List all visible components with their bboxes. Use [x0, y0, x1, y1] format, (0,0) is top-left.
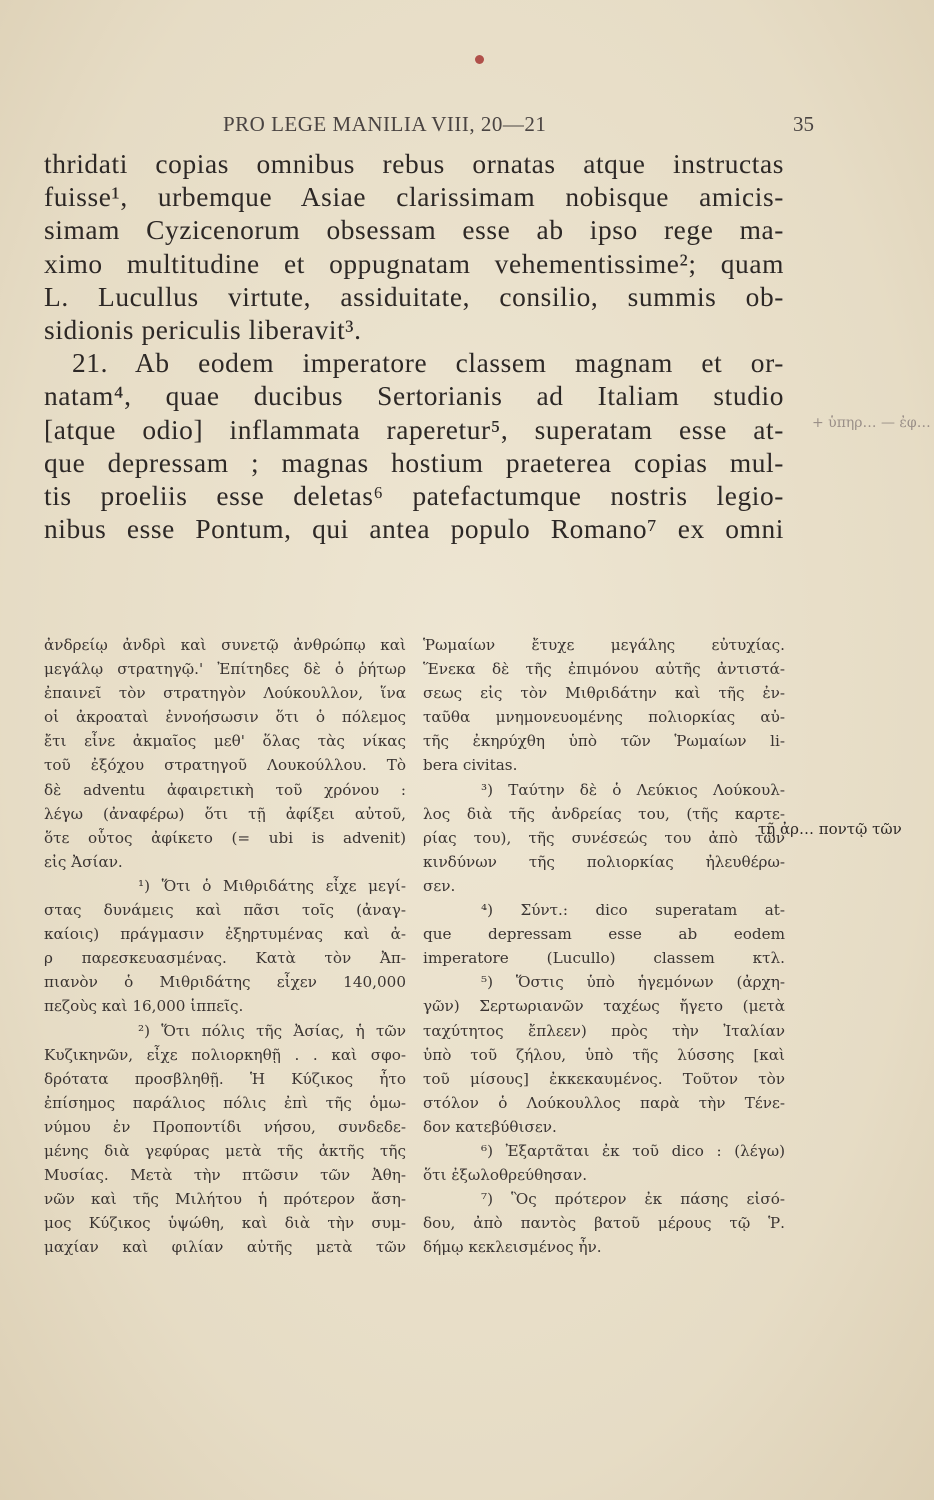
commentary-line: δήμῳ κεκλεισμένος ἦν.	[423, 1238, 602, 1257]
commentary-line: νῶν καὶ τῆς Μιλήτου ἡ πρότερον ἄση-	[44, 1190, 406, 1209]
commentary-line: ἐπαινεῖ τὸν στρατηγὸν Λούκουλλον, ἵνα	[44, 684, 406, 703]
commentary-left-column	[44, 633, 406, 1259]
commentary-line: μος Κύζικος ὑψώθη, καὶ διὰ τὴν συμ-	[44, 1214, 406, 1233]
text-line: nibus esse Pontum, qui antea populo Romano⁷ ex omni	[44, 514, 784, 545]
commentary-line: σεως εἰς τὸν Μιθριδάτην καὶ τῆς ἐν-	[423, 684, 785, 703]
commentary-line: μεγάλῳ στρατηγῷ.' Ἐπίτηδες δὲ ὁ ῥήτωρ	[44, 660, 406, 679]
commentary-line: σεν.	[423, 876, 456, 895]
text-line: thridati copias omnibus rebus ornatas atque instructas	[44, 149, 784, 179]
commentary-line: λος διὰ τῆς ἀνδρείας του, (τῆς καρτε-	[423, 804, 785, 823]
commentary-line: λέγω (ἀναφέρω) ὅτι τῇ ἀφίξει αὐτοῦ,	[44, 804, 406, 823]
ink-spot	[475, 55, 484, 64]
commentary-line: δρότατα προσβληθῇ. Ἡ Κύζικος ἦτο	[44, 1069, 406, 1088]
commentary-line: τῆς ἐκηρύχθη ὑπὸ τῶν Ῥωμαίων li-	[423, 732, 785, 751]
commentary-line: καίοις) πράγμασιν ἐξηρτυμένας καὶ ἀ-	[44, 925, 406, 944]
commentary-line: que depressam esse ab eodem	[423, 925, 785, 944]
commentary-line: ὑπὸ τοῦ ζήλου, ὑπὸ τῆς λύσσης [καὶ	[423, 1045, 785, 1064]
commentary-line: ὅτι ἐξωλοθρεύθησαν.	[423, 1166, 588, 1185]
footnote-line: ²) Ὅτι πόλις τῆς Ἀσίας, ἡ τῶν	[138, 1021, 406, 1040]
commentary-line: Μυσίας. Μετὰ τὴν πτῶσιν τῶν Ἀθη-	[44, 1166, 406, 1185]
commentary-line: μαχίαν καὶ φιλίαν αὐτῆς μετὰ τῶν	[44, 1238, 406, 1257]
commentary-line: πιανὸν ὁ Μιθριδάτης εἶχεν 140,000	[44, 973, 406, 992]
commentary-line: πεζοὺς καὶ 16,000 ἱππεῖς.	[44, 997, 244, 1016]
commentary-line: ἐπίσημος παράλιος πόλις ἐπὶ τῆς ὁμω-	[44, 1093, 406, 1112]
commentary-line: οἱ ἀκροαταὶ ἐννοήσωσιν ὅτι ὁ πόλεμος	[44, 708, 406, 727]
running-header	[40, 112, 814, 138]
text-line: ximo multitudine et oppugnatam vehementissime²; quam	[44, 248, 784, 279]
commentary-line: ἀνδρείῳ ἀνδρὶ καὶ συνετῷ ἀνθρώπῳ καὶ	[44, 636, 406, 654]
running-title: PRO LEGE MANILIA VIII, 20—21	[223, 112, 547, 136]
footnote-line: ¹) Ὅτι ὁ Μιθριδάτης εἶχε μεγί-	[138, 876, 406, 895]
footnote-line: ⁷) Ὃς πρότερον ἐκ πάσης εἰσό-	[481, 1190, 785, 1209]
commentary-line: ὅτε οὗτος ἀφίκετο (= ubi is advenit)	[44, 828, 406, 847]
commentary-line: στας δυνάμεις καὶ πᾶσι τοῖς (ἀναγ-	[44, 901, 406, 920]
commentary-line: ταῦθα μνημονευομένης πολιορκίας αὐ-	[423, 708, 785, 727]
commentary-line: τοῦ ἐξόχου στρατηγοῦ Λουκούλλου. Τὸ	[44, 756, 406, 775]
commentary-line: imperatore (Lucullo) classem κτλ.	[423, 949, 785, 968]
footnote-line: ³) Ταύτην δὲ ὁ Λεύκιος Λούκουλ-	[481, 780, 785, 799]
footnote-line: ⁴) Σύντ.: dico superatam at-	[481, 901, 785, 920]
text-line: que depressam ; magnas hostium praeterea copias mul-	[44, 447, 784, 478]
text-line: natam⁴, quae ducibus Sertorianis ad Italiam studio	[44, 381, 784, 412]
commentary-line: δον κατεβύθισεν.	[423, 1117, 557, 1136]
commentary-line: νύμου ἐν Προποντίδι νήσου, συνδεδε-	[44, 1117, 406, 1136]
commentary-line: Ῥωμαίων ἔτυχε μεγάλης εὐτυχίας.	[423, 636, 785, 654]
commentary-line: εἰς Ἀσίαν.	[44, 852, 123, 871]
text-line: tis proeliis esse deletas⁶ patefactumque nostris legio-	[44, 481, 784, 512]
commentary-line: κινδύνων τῆς πολιορκίας ἠλευθέρω-	[423, 852, 785, 871]
page-number: 35	[793, 112, 814, 136]
commentary-line: ἔτι εἶνε ἀκμαῖος μεθ' ὅλας τὰς νίκας	[44, 732, 406, 751]
text-line: fuisse¹, urbemque Asiae clarissimam nobisque amicis-	[44, 182, 784, 213]
commentary-line: bera civitas.	[423, 756, 518, 775]
text-line: L. Lucullus virtute, assiduitate, consilio, summis ob-	[44, 281, 784, 312]
latin-text	[44, 148, 784, 546]
commentary-line: γῶν) Σερτωριανῶν ταχέως ἤγετο (μετὰ	[423, 997, 785, 1016]
text-line: sidionis periculis liberavit³.	[44, 315, 362, 346]
handwritten-annotation: τῇ ἀρ… ποντῷ τῶν	[758, 820, 902, 838]
commentary-line: μένης διὰ γεφύρας μετὰ τῆς ἀκτῆς τῆς	[44, 1141, 406, 1160]
commentary-line: στόλον ὁ Λούκουλλος παρὰ τὴν Τένε-	[423, 1093, 785, 1112]
commentary-line: ρίας του), τῆς συνέσεώς του ἀπὸ τῶν	[423, 828, 785, 847]
commentary-line: ταχύτητος ἔπλεεν) πρὸς τὴν Ἰταλίαν	[423, 1021, 785, 1040]
commentary-line: τοῦ μίσους] ἐκκεκαυμένος. Τοῦτον τὸν	[423, 1069, 785, 1088]
commentary-line: Ἕνεκα δὲ τῆς ἐπιμόνου αὐτῆς ἀντιστά-	[423, 660, 785, 679]
commentary-line: δου, ἀπὸ παντὸς βατοῦ μέρους τῷ Ῥ.	[423, 1214, 785, 1233]
footnote-line: ⁵) Ὅστις ὑπὸ ἡγεμόνων (ἀρχη-	[481, 973, 785, 992]
commentary-line: Κυζικηνῶν, εἶχε πολιορκηθῇ . . καὶ σφο-	[44, 1045, 406, 1064]
commentary-right-column	[423, 633, 785, 1259]
text-line: 21. Ab eodem imperatore classem magnam et or-	[72, 348, 784, 379]
text-line: [atque odio] inflammata raperetur⁵, superatam esse at-	[44, 414, 784, 445]
marginal-annotation: + ὑπηρ… — ἐφ…	[812, 415, 931, 431]
text-line: simam Cyzicenorum obsessam esse ab ipso rege ma-	[44, 215, 784, 246]
footnote-line: ⁶) Ἐξαρτᾶται ἐκ τοῦ dico : (λέγω)	[481, 1141, 785, 1160]
commentary-line: ρ παρεσκευασμένας. Κατὰ τὸν Ἀπ-	[44, 949, 406, 968]
commentary-line: δὲ adventu ἀφαιρετικὴ τοῦ χρόνου :	[44, 780, 406, 799]
